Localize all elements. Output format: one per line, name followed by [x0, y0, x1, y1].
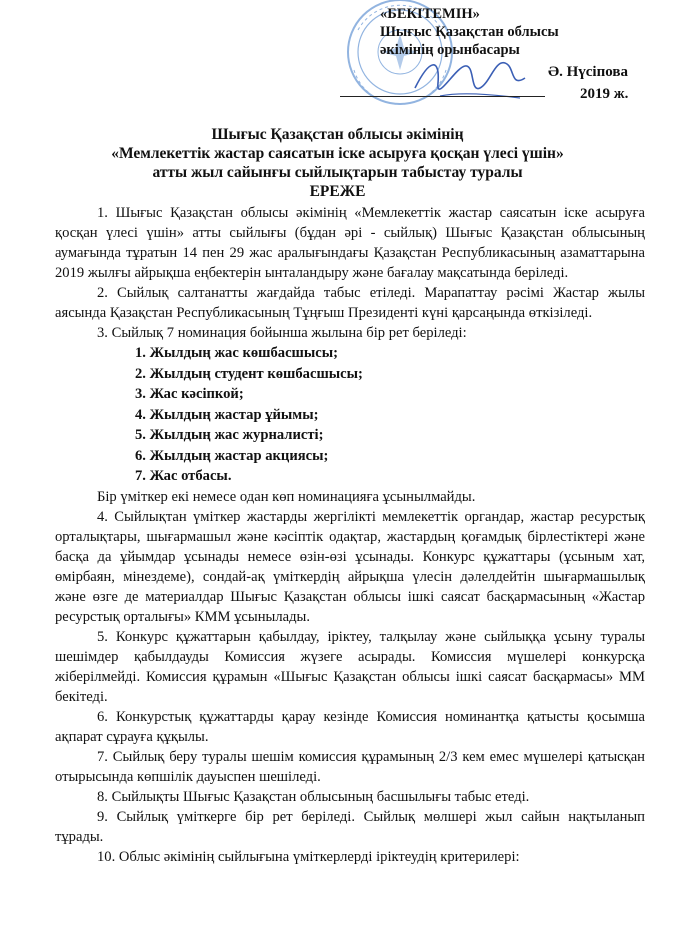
approval-year: 2019 ж.: [580, 86, 629, 102]
paragraph-2: 2. Сыйлық салтанатты жағдайда табыс етіледі. Марапаттау рәсімі Жастар жылы аясында Қазақстан Республикасының Тұңғыш Президенті күні қарсаңында өткізіледі.: [55, 285, 645, 321]
paragraph-8: 8. Сыйлықты Шығыс Қазақстан облысының басшылығы табыс етеді.: [97, 788, 530, 805]
document-body: [55, 203, 645, 867]
nomination-item: 4. Жылдың жастар ұйымы;: [135, 406, 319, 423]
document-title: [0, 125, 675, 201]
nomination-item: 1. Жылдың жас көшбасшысы;: [135, 345, 338, 361]
paragraph-3-note: Бір үміткер екі немесе одан көп номинацияға ұсынылмайды.: [97, 488, 476, 505]
nomination-item: 3. Жас кәсіпкой;: [135, 386, 244, 402]
paragraph-1: 1. Шығыс Қазақстан облысы әкімінің «Мемлекеттік жастар саясатын іске асыруға қосқан үлесі үшін» атты сыйлығы (бұдан әрі - сыйлық) Шығыс Қазақстан облысының аумағында тұратын 14 пен 29 жас аралығындағы Қазақстан Республикасының азаматтарына 2019 жылғы айрықша еңбектерін ынталандыру және бағалау мақсатында беріледі.: [55, 205, 645, 281]
paragraph-4: 4. Сыйлықтан үміткер жастарды жергілікті мемлекеттік органдар, жастар ресурстық орталықтары, шығармашыл және кәсіптік одақтар, жастардың қоғамдық бірлестіктері және басқа да ұйымдар ұсынады немесе өзін-өзі ұсынады. Конкурс құжаттары (ұсыным хат, өмірбаян, мінездеме), сондай-ақ үміткердің айрықша үлесін дәлелдейтін шығармашылық және өзге де материалдар Шығыс Қазақстан облысы ішкі саясат басқармасының «Жастар ресурстық орталығы» КММ ұсынылады.: [55, 508, 645, 625]
approval-signer: Ә. Нүсіпова: [548, 64, 628, 80]
approval-heading: «БЕКІТЕМІН»: [380, 6, 480, 22]
nomination-item: 6. Жылдың жастар акциясы;: [135, 447, 329, 464]
signature-line: [340, 96, 545, 97]
paragraph-9: 9. Сыйлық үміткерге бір рет беріледі. Сыйлық мөлшері жыл сайын нақтыланып тұрады.: [55, 808, 645, 845]
title-line-3: атты жыл сайынғы сыйлықтарын табыстау туралы: [152, 164, 523, 181]
paragraph-6: 6. Конкурстық құжаттарды қарау кезінде Комиссия номинантқа қатысты қосымша ақпарат сұрауға құқылы.: [55, 708, 645, 745]
paragraph-3: 3. Сыйлық 7 номинация бойынша жылына бір рет беріледі:: [97, 325, 467, 341]
paragraph-5: 5. Конкурс құжаттарын қабылдау, іріктеу, талқылау және сыйлыққа ұсыну туралы шешімдер қабылдауды Комиссия жүзеге асырады. Комиссия мүшелері конкурсқа жіберілмейді. Комиссия құрамын «Шығыс Қазақстан облысы ішкі саясат басқармасы» ММ бекітеді.: [55, 628, 645, 705]
title-line-1: Шығыс Қазақстан облысы әкімінің: [211, 126, 464, 143]
title-line-4: ЕРЕЖЕ: [309, 183, 366, 200]
paragraph-7: 7. Сыйлық беру туралы шешім комиссия құрамының 2/3 кем емес мүшелері қатысқан отырысында көпшілік дауыспен шешіледі.: [55, 748, 645, 785]
nomination-item: 7. Жас отбасы.: [135, 468, 232, 484]
approval-position-line2: әкімінің орынбасары: [380, 42, 520, 58]
approval-position-line1: Шығыс Қазақстан облысы: [380, 24, 559, 40]
title-line-2: «Мемлекеттік жастар саясатын іске асыруға қосқан үлесі үшін»: [111, 145, 564, 162]
paragraph-10: 10. Облыс әкімінің сыйлығына үміткерлерді іріктеудің критерилері:: [97, 848, 520, 865]
nomination-item: 5. Жылдың жас журналисті;: [135, 427, 324, 443]
nomination-item: 2. Жылдың студент көшбасшысы;: [135, 365, 363, 382]
